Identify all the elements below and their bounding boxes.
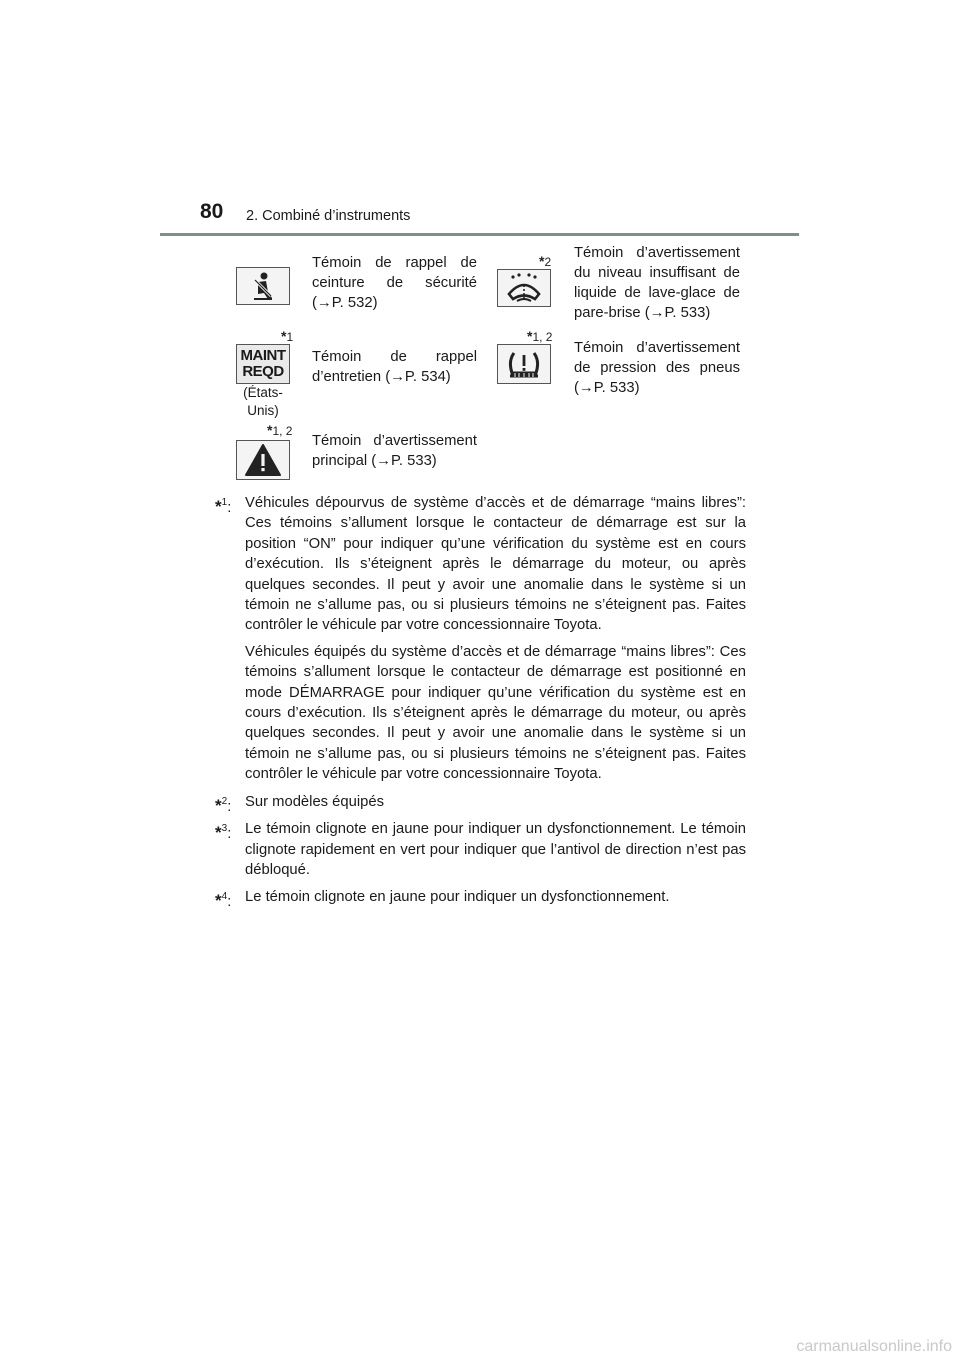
footnote-marker: *$^2$: [215,795,232,815]
footnote-paragraph: Sur modèles équipés [245,793,385,810]
footnote-marker: *$^3$: [215,823,232,843]
footnote-1 [215,493,746,785]
footnote-paragraph: Le témoin clignote en jaune pour indiquer un dysfonctionnement. [245,889,670,906]
footnote-marker: *1, 2 [267,422,293,438]
footnote-marker: *1, 2 [527,328,553,344]
indicator-description: Témoin d’avertissement de pression des pneus (→P. 533) [574,340,740,396]
master-warning-icon [236,440,290,480]
header-rule [160,233,799,236]
indicator-description: Témoin d’avertissement du niveau insuffisant de liquide de lave-glace de pare-brise (→P. 533) [574,245,740,321]
section-title: 2. Combiné d’instruments [246,208,411,224]
page-number: 80 [200,200,224,223]
washer-fluid-icon [497,269,551,307]
indicator-description: Témoin d’avertissement principal (→P. 533) [312,433,477,469]
maint-reqd-icon [236,344,290,384]
footnote-marker: *2 [539,253,552,269]
seatbelt-icon [236,267,290,305]
footnote-paragraph: Véhicules équipés du système d’accès et de démarrage “mains libres”: Ces témoins s’allument lorsque le contacteur de démarrage est positionné en mode DÉMARRAGE pour indiquer qu’une vérification du système est en cours d’exécution. Ils s’éteignent après le démarrage du moteur, ou après quelques secondes. Il peut y avoir une anomalie dans le système si un témoin ne s’allume pas, ou si plusieurs témoins ne s’éteignent pas. Faites contrôler le véhicule par votre concessionnaire Toyota. [245,643,746,783]
indicator-description: Témoin de rappel de ceinture de sécurité (→P. 532) [312,255,477,311]
footnotes [215,493,746,915]
reqd-text: REQD [242,363,284,380]
footer-watermark: carmanualsonline.info [796,1338,952,1355]
indicator-description: Témoin de rappel d’entretien (→P. 534) [312,349,477,385]
footnote-marker: *1 [281,328,294,344]
maint-text: MAINT [240,347,286,364]
region-label: (États-Unis) [243,385,283,418]
footnote-2 [215,792,746,815]
footnote-paragraph: Le témoin clignote en jaune pour indiquer un dysfonctionnement. Le témoin clignote rapidement en vert pour indiquer que l’antivol de direction n’est pas débloqué. [245,821,746,878]
footnote-marker: *$^4$: [215,891,232,911]
tire-pressure-icon [497,344,551,384]
footnote-4 [215,887,746,911]
footnote-3 [215,819,746,880]
footnote-paragraph: Véhicules dépourvus de système d’accès et de démarrage “mains libres”: Ces témoins s’allument lorsque le contacteur de démarrage est sur la position “ON” pour indiquer qu’une vérification du système est en cours d’exécution. Ils s’éteignent après le démarrage du moteur, ou après quelques secondes. Il peut y avoir une anomalie dans le système si un témoin ne s’allume pas, ou si plusieurs témoins ne s’éteignent pas. Faites contrôler le véhicule par votre concessionnaire Toyota. [245,495,746,634]
footnote-marker: *$^1$: [215,497,232,516]
